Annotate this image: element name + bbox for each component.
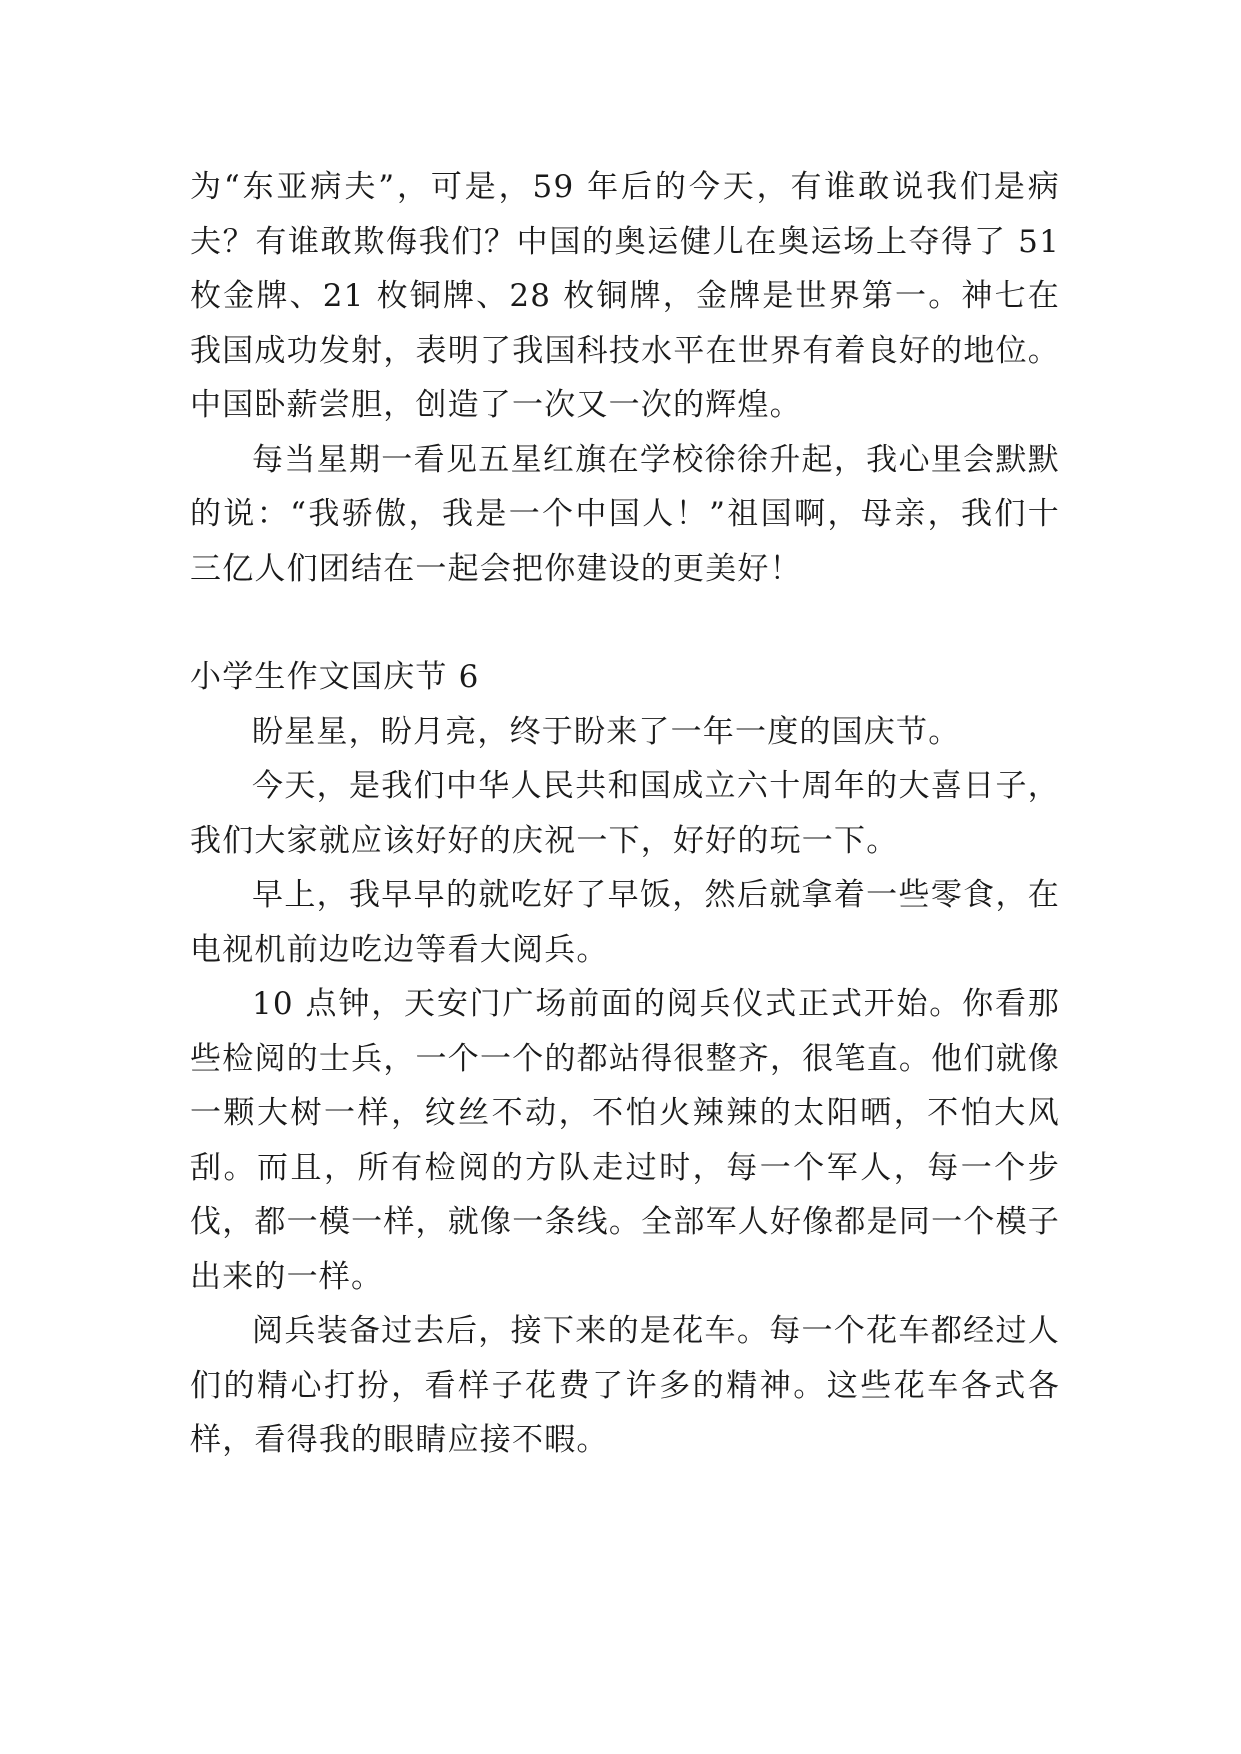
paragraph: 早上，我早早的就吃好了早饭，然后就拿着一些零食，在电视机前边吃边等看大阅兵。 (190, 877, 1060, 968)
paragraph-continuation: 为“东亚病夫”，可是，59 年后的今天，有谁敢说我们是病夫？有谁敢欺侮我们？中国的奥运健儿在奥运场上夺得了 51 枚金牌、21 枚铜牌、28 枚铜牌，金牌是世界第一。神七在我国成功发射，表明了我国科技水平在世界有着良好的地位。中国卧薪尝胆，创造了一次又一次的辉煌。 (190, 169, 1060, 423)
section-title: 小学生作文国庆节 6 (190, 659, 480, 695)
paragraph: 阅兵装备过去后，接下来的是花车。每一个花车都经过人们的精心打扮，看样子花费了许多的精神。这些花车各式各样，看得我的眼睛应接不暇。 (190, 1313, 1060, 1458)
paragraph: 10 点钟，天安门广场前面的阅兵仪式正式开始。你看那些检阅的士兵，一个一个的都站得很整齐，很笔直。他们就像一颗大树一样，纹丝不动，不怕火辣辣的太阳晒，不怕大风刮。而且，所有检阅的方队走过时，每一个军人，每一个步伐，都一模一样，就像一条线。全部军人好像都是同一个模子出来的一样。 (190, 986, 1060, 1295)
section-spacer (190, 596, 1060, 650)
paragraph: 每当星期一看见五星红旗在学校徐徐升起，我心里会默默的说：“我骄傲，我是一个中国人！”祖国啊，母亲，我们十三亿人们团结在一起会把你建设的更美好！ (190, 441, 1060, 587)
document-body (190, 160, 1060, 1468)
paragraph: 今天，是我们中华人民共和国成立六十周年的大喜日子，我们大家就应该好好的庆祝一下，好好的玩一下。 (190, 768, 1060, 859)
paragraph: 盼星星，盼月亮，终于盼来了一年一度的国庆节。 (252, 713, 961, 750)
